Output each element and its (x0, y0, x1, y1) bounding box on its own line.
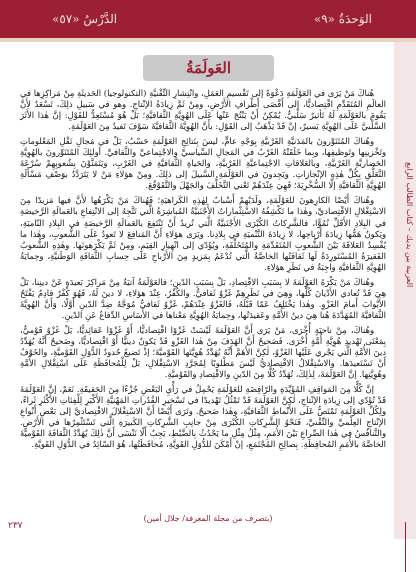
page-number: ٢٣٧ (8, 521, 23, 531)
page-header (0, 0, 416, 38)
side-divider (405, 522, 406, 572)
article-title: العَولَمَةُ (185, 59, 231, 77)
source-citation: (بتصرف من مجلة المعرفة/ جلال أمين) (143, 514, 273, 523)
lesson-label: الدَّرْسُ «٥٧» (52, 12, 118, 26)
article-body (20, 88, 386, 454)
book-title-vertical: العربية بين يديك – كتاب الطالب الرابع (405, 162, 414, 288)
paragraph: إنَّ كُلًّا مِنَ المَواقِفِ المُؤَيِّدَةِ والرّافِضَةِ للعَوْلَمَةِ يَحْمِلُ في رَأْيِ البَعْضِ جُزْءًا مِنَ الحَقيقَةِ. نَعَمْ، إنَّ العَوْلَمَةَ قَدْ تُؤَدّي إلى زِيادَةِ الإنْتاجِ، لٰكِنَّ العَوْلَمَةَ قَدْ تَمْثُلُ تَهْديدًا في تَسْخيرِ القُدُراتِ المَهْنيَّةِ الأَكْبَرِ لِلْفِئاتِ الأَكْثَرِ ثَراءً، ولِكُلِّ العَوْلَمَةِ تَمْتَصُّ عَلَى الأَنْماطِ الثَّقافيَّةِ، وهٰذا صَحيحٌ. وتَرَى أَيْضًا أَنَّ الاسْتِغْلالَ الاقْتِصاديَّ إلى بَعْضِ أَنْواعِ الإنْتاجِ العِلْميِّ والتِّقْنيِّ، فَنَحْوُ الشَّرِكاتِ الكُبْرَى مِنْ جانِبِ الشَّرِكاتِ الكَبيرَةِ الَّتي تَسْتَثْمِرُها في الأَرْضِ. والتَّنافُسُ في هٰذا الصِّراعِ بَيْنَ الأُمَمِ، مِثْلُ مِثْلِ ما يَحْدُثُ بِالضَّبْطِ، يَجِبُ أَلّا نَنْسَى أَنَّ ذٰلِكَ يُهَدِّدُ الثَّقافَةَ القَوْميَّةَ الخاصَّةَ بالأُمَمِ المُحافِظَةِ. بِصالِحِ المُجْتَمَعِ، إنْ أَمْكَنَ للدُّوَلِ القَويَّةِ، مُحافَظَتُها، هُوَ السّائِدُ في الدُّوَلِ القَويَّةِ. (20, 384, 386, 450)
article-title-box (143, 55, 274, 81)
header-divider (0, 38, 416, 42)
side-stripe (394, 42, 416, 539)
paragraph: وهُناكَ المُتَنَوِّرونَ بالمَدَنيَّةِ الغَرْبيَّةِ بِوَجْهِ عامٍّ، ليسَ بِنَتائِجِ العَوْلَمَةِ حَسْبُ، بَلْ في مَجالِ نَقْلِ المَعْلوماتِ وتَخْزينِها وتَوظيفِها، وبِما خَلَقَتْهُ الغَرْبُ في المَجالِ السِّياسيِّ والاجْتِماعيِّ والثَّقافيِّ. أولئِكَ المُتَنَوِّرونَ بالهُوِيَّةِ الحَضاريَّةِ الغَرْبيَّةِ، وبالعَلاقاتِ الاجْتِماعيَّةِ الغَرْبيَّةِ، والحَياةِ الثَّقافيَّةِ في الغَرْبِ، ويَتَمَنَّوْنَ بِشُعوبِهِمْ سُرْعَةَ التَّعَلُّقِ بِكُلِّ هٰذِهِ الإنْجازاتِ. ويَجِدونَ في العَوْلَمَةِ السَّبيلَ إلى ذلِكَ. ومِنْ هؤلاءِ مَنْ لا يَتَرَدَّدُ بوَصْفِ مَسْأَلَةِ الهُوِيَّةِ الثَّقافيَّةِ إلّا السُّخْرِيَةَ؛ فَهِيَ عِنْدَهُمْ تَعْني التَّخَلُّفَ والجَهْلَ والتَّقَوْقُعَ. (20, 136, 386, 191)
paragraph: هُناكَ مَنْ يَرَى في العَوْلَمَةِ دَعْوَةً إلى تَقْسيمِ العَمَلِ، وانْتِشارِ التِّقْنيَّةِ (التكنولوجيا) الحَديثَةِ مِنْ مَراكِزِها في العالَمِ المُتَقَدِّمِ اقْتِصاديًّا، إلى أَقْصَى أَطْرافِ الأَرْضِ، ومِنْ ثَمَّ زِيادَةُ الإنْتاجِ. وهو في سَبيلِ ذلِكَ، تَسْعَدُ لأَنَّ يَقُومَ بالعَوْلَمَةِ لَهُ تَأثيرٌ سَلْبيٌّ. يُمْكِنُ أَنْ يَنْتُجَ عَنْها عَلَى الهُوِيَّةِ الثَّقافيَّةِ؛ بَلْ هُوَ مُسْتَعِدٌّ للقَوْلِ: إنَّ هٰذا الأَثَرَ السَّلْبيَّ عَلَى الهُوِيَّةِ يَسيرٌ، إنْ قَدْ يَذْهَبُ إلى القَوْلِ: بأَنَّ الهُوِيَّةَ الثَّقافيَّةَ سَوْفَ تَفيدُ مِنَ العَوْلَمَةِ. (20, 88, 386, 132)
paragraph: وهُناكَ أَيْضًا الكارِهونَ للعَوْلَمَةِ، ولَدَيْهِمْ أَسْبابُ لِهٰذِهِ الكَراهيَةِ؛ فَهُناكَ مَنْ يَكْرَهُها لأَنَّ فيها مَزيدًا مِنَ الاسْتِغْلالِ الاقْتِصاديِّ، وهٰذا ما تَكْشِفُهُ الاسْتِثْماراتُ الأَجْنَبيَّةُ المُباشِرَةُ الَّتي تَتَّجِهُ إلى الانْتِفاعِ بالعَمالَةِ الرَّخيصَةِ في البِلادِ الأَقَلِّ نُمُوًّا، فالشَّرِكاتُ الكُبْرَى الأَجْنَبيَّةُ الَّتي تُريدُ أَنْ تَنْتَفِعَ بالعَمالَةِ الرَّخيصَةِ في البِلادِ النّاميَةِ، ويَكونُ هَمُّها زِيادَةَ أَرْباحِها، لا زِيادَةَ التَّنْميَةِ في بِلادِنا. ويَرَى هؤلاءِ أَنَّ المَنافِعَ لا تَعودُ عَلَى الشُّعوبِ، وهٰذا ما يُفْسِدُ العَلاقَةَ بَيْنَ الشُّعوبِ المُتَقَدِّمَةِ والمُتَخَلِّفَةِ، ويُؤَدّي إلى انْهِيارِ القِيَمِ، ومِنْ ثَمَّ يَكْرَهونَها. وهٰذِهِ الشُّعوبُ الفَقيرَةُ المُسْتَورِدَةُ لَها ثَقافَتُها الخاصَّةُ الَّتي تُدْعَمُ بِمَزيدٍ مِنَ الأَرْباحِ عَلَى حِسابِ الثَّقافَةِ الوَطَنيَّةِ، وحِمايَةُ الهُوِيَّةِ الثَّقافيَّةِ واجِبَةٌ في نَظَرِ هؤلاءِ. (20, 195, 386, 272)
unit-label: الوَحدَةُ «٩» (313, 12, 372, 26)
paragraph: وهُناكَ مَنْ يَكْرَهُ العَوْلَمَةَ لا بِسَبَبِ الاقْتِصادِ، بَلْ بِسَبَبِ الدّينِ؛ فالعَوْلَمَةُ آتيَةٌ مِنْ مَراكِزَ بَعيدَةٍ عَنْ دينِنا، بَلْ هِيَ قَدْ تُعادي الأَدْيانَ كُلَّها، وهِيَ في نَظَرِهِمْ غَزْوٌ ثَقافيٌّ. والكُفْرُ، عِنْدَ هؤلاءِ، لا دينَ لَهُ، فَهُوَ كُفْرٌ قادِمٌ يَفْتَحُ الأَبْوابَ أَمامَ الغَزْوِ. وهٰذا يَخْتَلِفُ عَمّا قَبْلَهُ، فَالغَزْوُ عِنْدَهُمْ، غَزْوٌ ثَقافيٌّ مُوَجَّهٌ ضِدَّ الدّينِ أَوَّلًا، وَأَنَّ الهُوِيَّةَ الثَّقافيَّةَ المُهَدَّدَةَ هُنا هِيَ دينُ الأُمَّةِ وعَقيدَتُها، وحِمايَةُ الهُوِيَّةِ مَعْناها في الأَسَاسِ الدِّفاعُ عَنِ الدّينِ. (20, 276, 386, 320)
paragraph: وهُناكَ، مِنْ ناحيَةٍ أُخْرَى، مَنْ يَرَى أَنَّ العَوْلَمَةَ لَيْسَتْ غَزْوًا اقْتِصاديًّا، أَوْ غَزْوًا عَقائِديًّا، بَلْ غَزْوٌ قَوْميٌّ، بِمَعْنَى تَهْديدِ هُوِيَّةِ أُمَّةٍ أُخْرَى. فَصَحيحٌ أَنَّ الهَدَفَ مِنْ هٰذا الغَزْوِ قَدْ يَكونُ دينيًّا أَوْ اقْتِصاديًّا، وصَحيحٌ أَنَّهُ يُهَدِّدُ دينَ الأُمَّةِ الَّتي يَجْري عَلَيْها الغَزْوُ، لٰكِنَّ الأَهَمَّ أَنَّهُ يُهَدِّدُ هُوِيَّتَها القَوْميَّةَ؛ إذْ تَضيعُ حُدودُ الدُّوَلِ القَوْميَّةِ، والخَوْفُ أَنْ تَسْتَعيدَها. والاسْتِقْلالُ الاقْتِصاديُّ لَيْسَ مَطْلوبًا لِمُجَرَّدِ الاسْتِقْلالِ، بَلْ لِلْمُحافَظَةِ عَلَى اسْتِقْلالِ الأُمَّةِ وهُوِيَّتِها. إنَّ العَوْلَمَةَ، لِذٰلِكَ، تُهَدِّدُ كُلًّا مِنَ الدّينِ والاقْتِصادِ والقَوْميَّةِ. (20, 324, 386, 380)
